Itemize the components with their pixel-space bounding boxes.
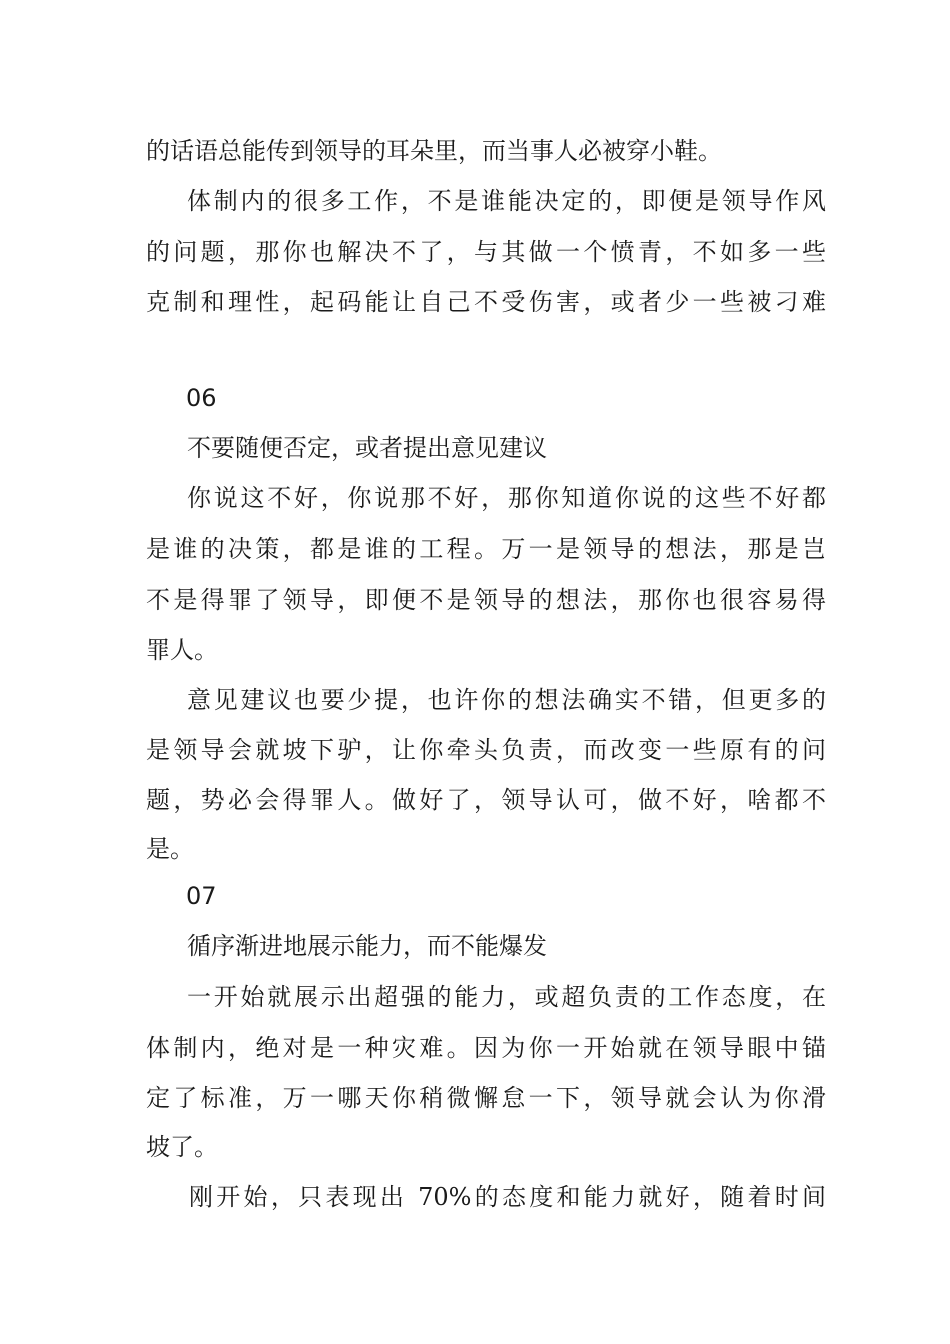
paragraph-line: 是。 bbox=[146, 835, 194, 863]
paragraph-line: 你说这不好，你说那不好，那你知道你说的这些不好都 bbox=[187, 484, 826, 512]
paragraph-line: 体制内的很多工作，不是谁能决定的，即便是领导作风 bbox=[187, 187, 826, 215]
paragraph-line: 的话语总能传到领导的耳朵里，而当事人必被穿小鞋。 bbox=[146, 137, 722, 165]
paragraph-line: 不是得罪了领导，即便不是领导的想法，那你也很容易得 bbox=[146, 586, 826, 614]
paragraph-line: 一开始就展示出超强的能力，或超负责的工作态度，在 bbox=[187, 983, 826, 1011]
paragraph-line: 的问题，那你也解决不了，与其做一个愤青，不如多一些 bbox=[146, 238, 826, 266]
section-number: 07 bbox=[186, 882, 217, 910]
paragraph-line: 坡了。 bbox=[146, 1133, 218, 1161]
paragraph-line: 定了标准，万一哪天你稍微懈怠一下，领导就会认为你滑 bbox=[146, 1084, 826, 1112]
paragraph-line: 是谁的决策，都是谁的工程。万一是领导的想法，那是岂 bbox=[146, 535, 826, 563]
paragraph-line: 体制内，绝对是一种灾难。因为你一开始就在领导眼中锚 bbox=[146, 1034, 826, 1062]
paragraph-line: 克制和理性，起码能让自己不受伤害，或者少一些被刁难 bbox=[146, 288, 826, 316]
paragraph-line: 意见建议也要少提，也许你的想法确实不错，但更多的 bbox=[187, 686, 826, 714]
section-heading: 循序渐进地展示能力，而不能爆发 bbox=[187, 932, 547, 960]
paragraph-line: 刚开始，只表现出 70%的态度和能力就好，随着时间 bbox=[189, 1183, 826, 1211]
paragraph-line: 罪人。 bbox=[146, 636, 218, 664]
section-heading: 不要随便否定，或者提出意见建议 bbox=[187, 434, 547, 462]
paragraph-line: 是领导会就坡下驴，让你牵头负责，而改变一些原有的问 bbox=[146, 736, 826, 764]
section-number: 06 bbox=[186, 384, 217, 412]
paragraph-line: 题，势必会得罪人。做好了，领导认可，做不好，啥都不 bbox=[146, 786, 826, 814]
